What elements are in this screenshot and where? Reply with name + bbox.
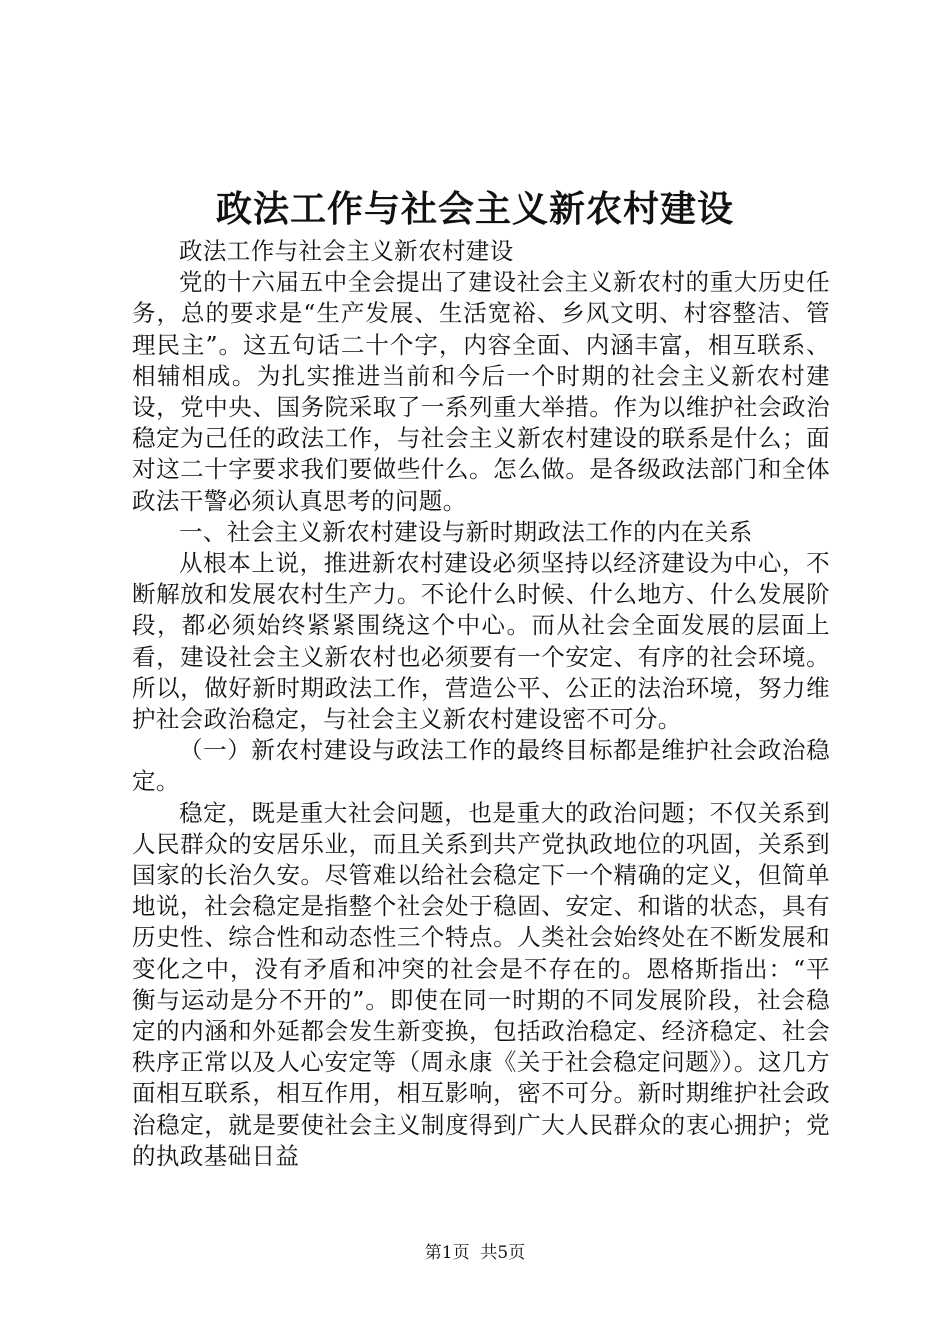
page-footer [0, 1242, 950, 1264]
body-paragraph-subtitle: 政法工作与社会主义新农村建设 [179, 237, 514, 265]
subsection-heading: （一）新农村建设与政法工作的最终目标都是维护社会政治稳定。 [132, 736, 830, 796]
page-number: 第1页 共5页 [424, 1243, 526, 1263]
section-heading: 一、社会主义新农村建设与新时期政法工作的内在关系 [179, 517, 753, 546]
document-title: 政法工作与社会主义新农村建设 [215, 188, 734, 230]
document-body [132, 236, 830, 1172]
body-paragraph: 从根本上说，推进新农村建设必须坚持以经济建设为中心，不断解放和发展农村生产力。不论什么时候、什么地方、什么发展阶段，都必须始终紧紧围绕这个中心。而从社会全面发展的层面上看，建设社会主义新农村也必须要有一个安定、有序的社会环境。所以，做好新时期政法工作，营造公平、公正的法治环境，努力维护社会政治稳定，与社会主义新农村建设密不可分。 [132, 549, 830, 734]
body-paragraph: 稳定，既是重大社会问题，也是重大的政治问题；不仅关系到人民群众的安居乐业，而且关系到共产党执政地位的巩固，关系到国家的长治久安。尽管难以给社会稳定下一个精确的定义，但简单地说，社会稳定是指整个社会处于稳固、安定、和谐的状态，具有历史性、综合性和动态性三个特点。人类社会始终处在不断发展和变化之中，没有矛盾和冲突的社会是不存在的。恩格斯指出：“平衡与运动是分不开的”。即使在同一时期的不同发展阶段，社会稳定的内涵和外延都会发生新变换，包括政治稳定、经济稳定、社会秩序正常以及人心安定等（周永康《关于社会稳定问题》）。这几方面相互联系，相互作用，相互影响，密不可分。新时期维护社会政治稳定，就是要使社会主义制度得到广大人民群众的衷心拥护；党的执政基础日益 [132, 798, 830, 1170]
body-paragraph: 党的十六届五中全会提出了建设社会主义新农村的重大历史任务，总的要求是“生产发展、生活宽裕、乡风文明、村容整洁、管理民主”。这五句话二十个字，内容全面、内涵丰富，相互联系、相辅相成。为扎实推进当前和今后一个时期的社会主义新农村建设，党中央、国务院采取了一系列重大举措。作为以维护社会政治稳定为己任的政法工作，与社会主义新农村建设的联系是什么；面对这二十字要求我们要做些什么。怎么做。是各级政法部门和全体政法干警必须认真思考的问题。 [132, 268, 830, 515]
